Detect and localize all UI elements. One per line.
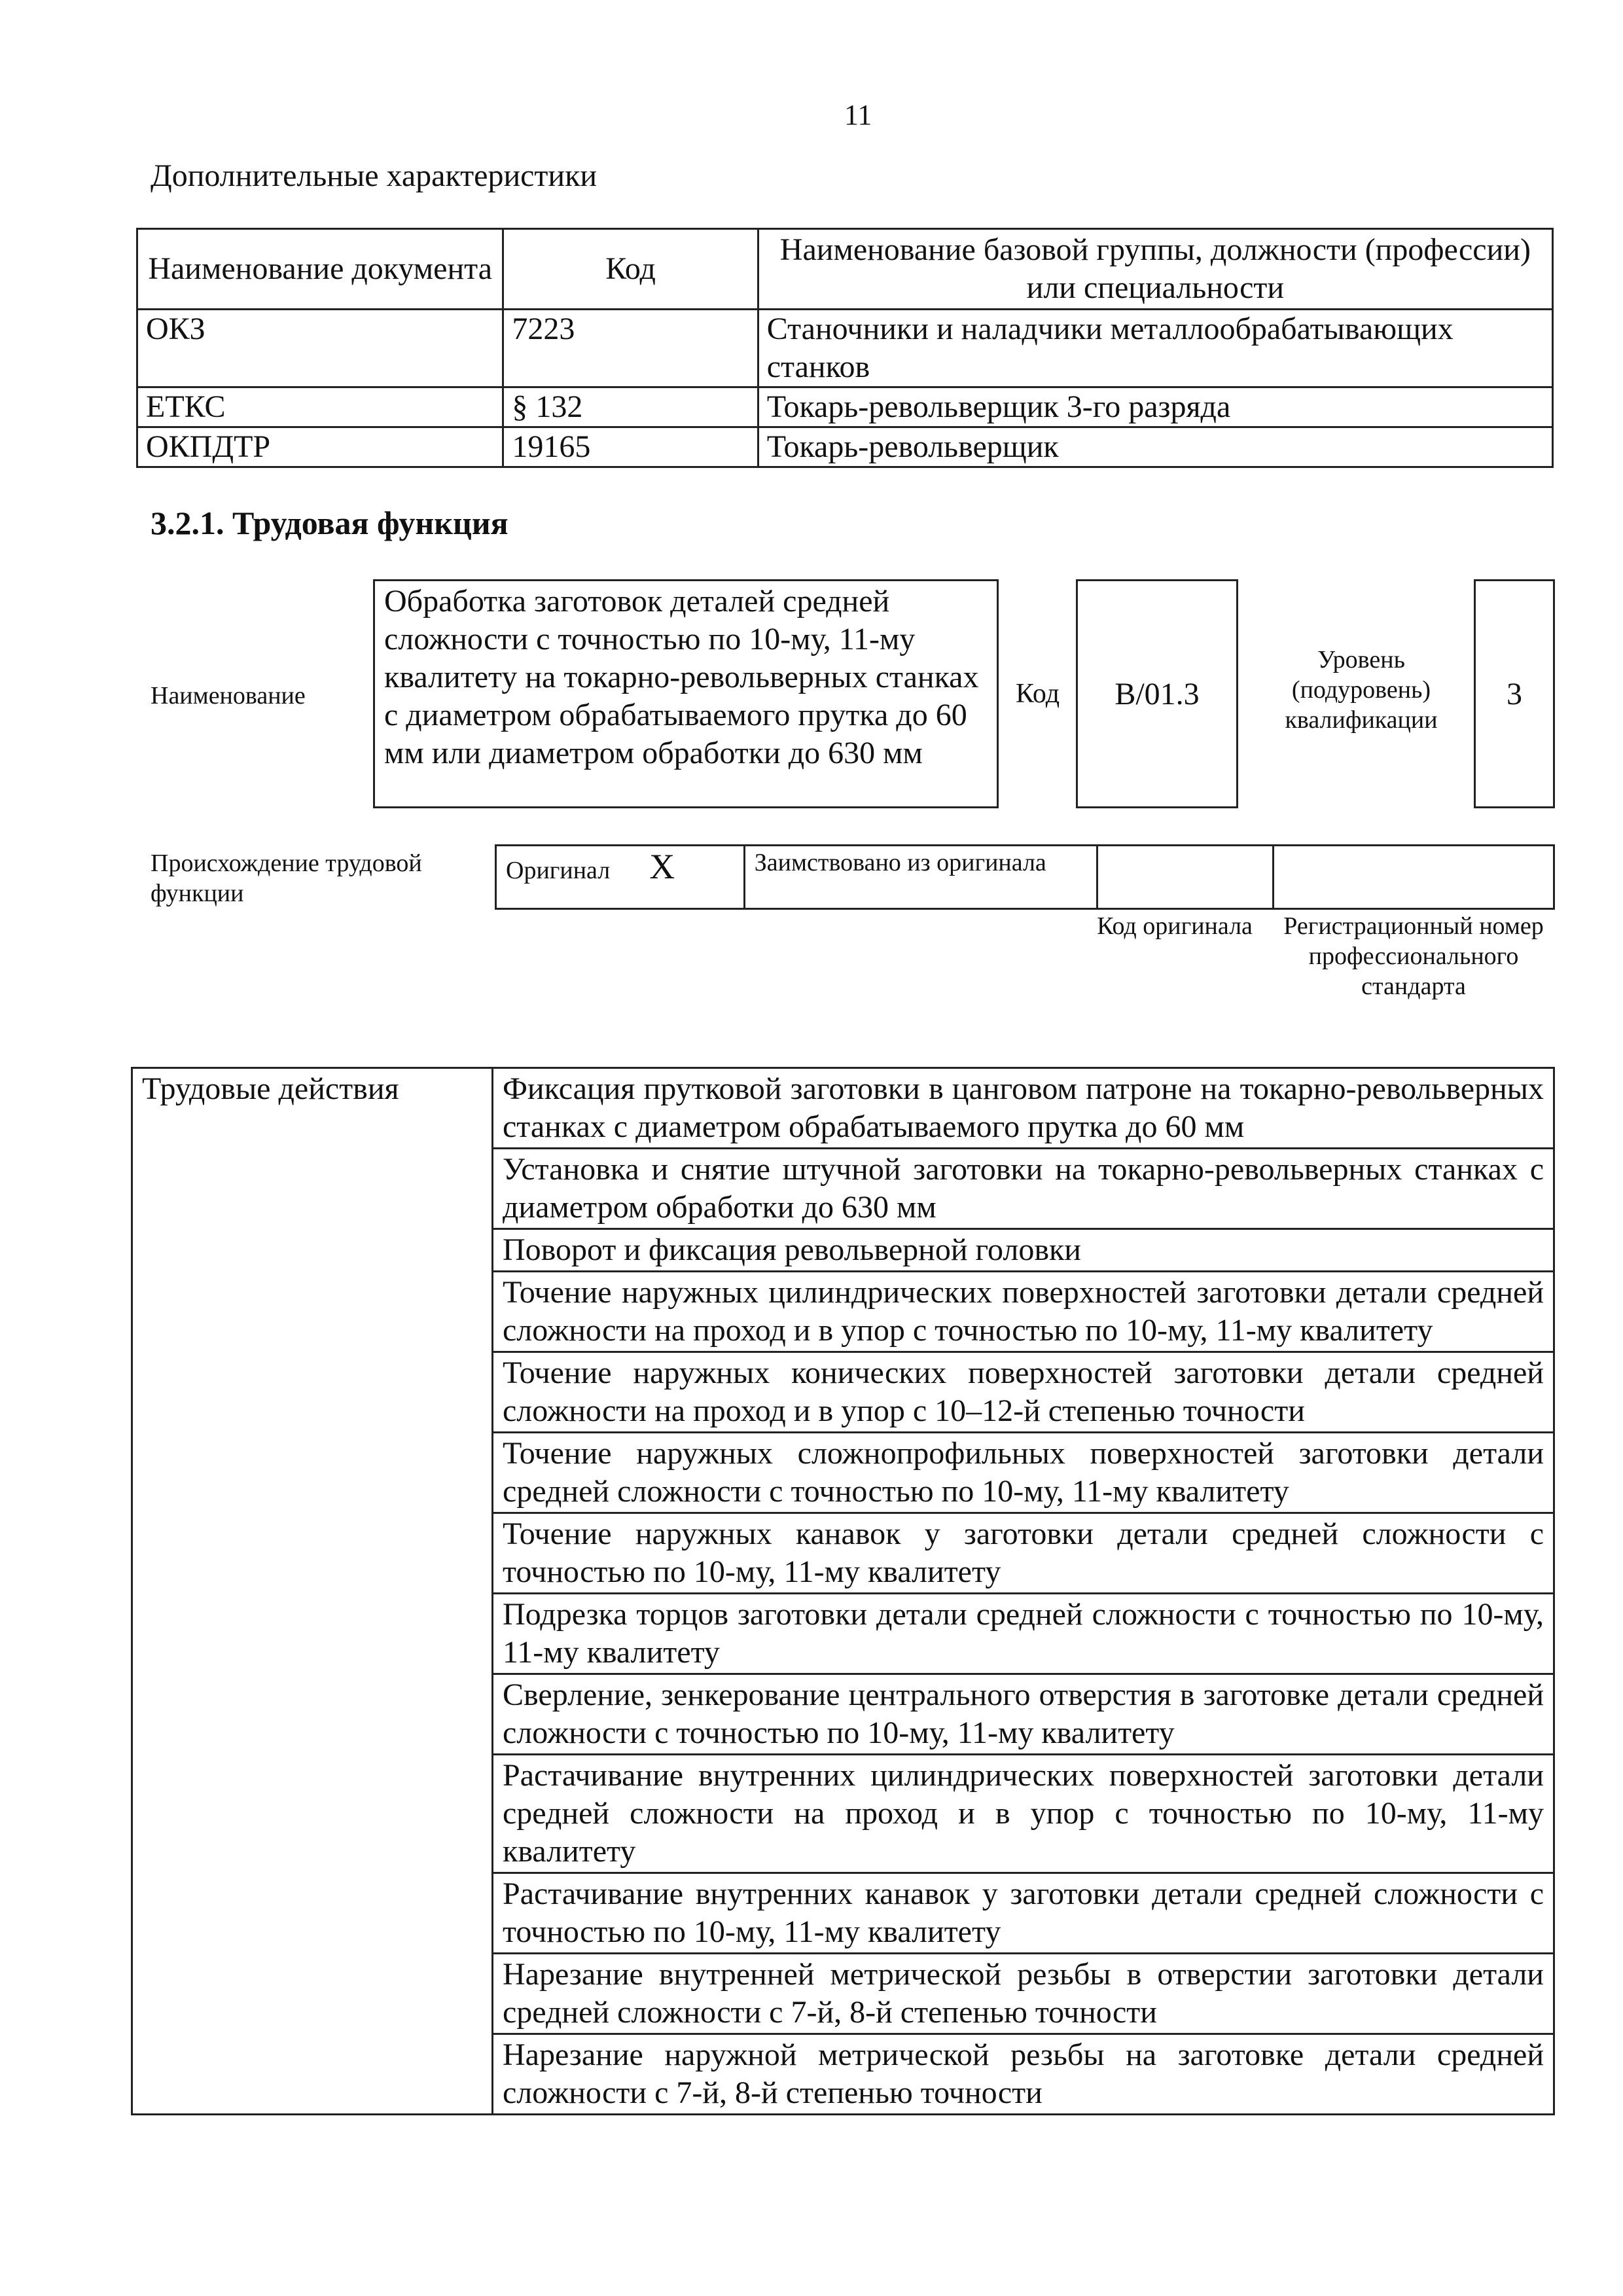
labor-action-item: Нарезание внутренней метрической резьбы в отверстии заготовки детали средней сложности с 7-й, 8-й степенью точности <box>493 1954 1554 2034</box>
origin-row <box>496 846 1554 909</box>
qualification-level-label: Уровень (подуровень) квалификации <box>1285 646 1438 734</box>
original-code-caption: Код оригинала <box>1097 912 1253 940</box>
labor-action-item: Точение наружных конических поверхностей заготовки детали средней сложности на проход и в упор с 10–12-й степенью точности <box>493 1352 1554 1433</box>
table-row <box>137 387 1553 427</box>
cell-document: ЕТКС <box>137 387 503 427</box>
labor-action-item: Точение наружных сложнопрофильных поверхностей заготовки детали средней сложности с точностью по 10-му, 11-му квалитету <box>493 1433 1554 1513</box>
origin-original-mark: X <box>649 847 675 886</box>
labor-action-item: Растачивание внутренних цилиндрических поверхностей заготовки детали средней сложности на проход и в упор с точностью по 10-му, 11-му квалитету <box>493 1755 1554 1873</box>
function-code-label: Код <box>1016 679 1060 709</box>
labor-action-item: Растачивание внутренних канавок у заготовки детали средней сложности с точностью по 10-му, 11-му квалитету <box>493 1873 1554 1954</box>
characteristics-table <box>136 228 1554 468</box>
origin-original-label: Оригинал <box>506 857 611 884</box>
origin-borrowed-cell <box>744 846 1097 909</box>
cell-code: § 132 <box>503 387 758 427</box>
origin-original-cell <box>496 846 745 909</box>
header-code: Код <box>503 229 758 310</box>
labor-action-item: Установка и снятие штучной заготовки на токарно-револьверных станках с диаметром обработки до 630 мм <box>493 1149 1554 1229</box>
function-code-box: B/01.3 <box>1076 579 1238 808</box>
labor-actions-label: Трудовые действия <box>132 1068 493 2115</box>
function-name-label: Наименование <box>151 682 306 709</box>
labor-action-item: Точение наружных канавок у заготовки детали средней сложности с точностью по 10-му, 11-му квалитету <box>493 1513 1554 1594</box>
labor-action-item: Нарезание наружной метрической резьбы на заготовке детали средней сложности с 7-й, 8-й степенью точности <box>493 2034 1554 2115</box>
function-origin-table <box>495 844 1555 910</box>
table-row <box>137 310 1553 387</box>
cell-code: 19165 <box>503 427 758 467</box>
labor-action-item: Подрезка торцов заготовки детали средней сложности с точностью по 10-му, 11-му квалитету <box>493 1594 1554 1674</box>
table-row <box>137 427 1553 467</box>
labor-action-item: Точение наружных цилиндрических поверхностей заготовки детали средней сложности на проход и в упор с точностью по 10-му, 11-му квалитету <box>493 1272 1554 1352</box>
function-origin-label: Происхождение трудовой функции <box>151 850 422 907</box>
table-row <box>132 1068 1554 1149</box>
additional-characteristics-title: Дополнительные характеристики <box>151 158 597 193</box>
origin-code-cell <box>1097 846 1273 909</box>
labor-action-item: Поворот и фиксация револьверной головки <box>493 1229 1554 1272</box>
origin-reg-number-cell <box>1274 846 1554 909</box>
header-group-name: Наименование базовой группы, должности (профессии) или специальности <box>758 229 1552 310</box>
section-heading: 3.2.1. Трудовая функция <box>151 505 508 541</box>
page-number: 11 <box>844 99 872 131</box>
labor-action-item: Сверление, зенкерование центрального отверстия в заготовке детали средней сложности с точностью по 10-му, 11-му квалитету <box>493 1674 1554 1755</box>
registration-number-caption: Регистрационный номер профессионального стандарта <box>1283 912 1544 1000</box>
cell-document: ОКПДТР <box>137 427 503 467</box>
cell-document: ОКЗ <box>137 310 503 387</box>
cell-code: 7223 <box>503 310 758 387</box>
cell-group: Токарь-револьверщик 3-го разряда <box>758 387 1552 427</box>
characteristics-header-row <box>137 229 1553 310</box>
origin-borrowed-label: Заимствовано из оригинала <box>754 849 1046 876</box>
labor-action-item: Фиксация прутковой заготовки в цанговом патроне на токарно-револьверных станках с диаметром обрабатываемого прутка до 60 мм <box>493 1068 1554 1149</box>
function-name-box: Обработка заготовок деталей средней сложности с точностью по 10-му, 11-му квалитету на токарно-револьверных станках с диаметром обрабатываемого прутка до 60 мм или диаметром обработки до 630 мм <box>373 579 999 808</box>
header-document-name: Наименование документа <box>137 229 503 310</box>
qualification-level-box: 3 <box>1474 579 1555 808</box>
cell-group: Станочники и наладчики металлообрабатывающих станков <box>758 310 1552 387</box>
labor-actions-table <box>131 1067 1555 2115</box>
cell-group: Токарь-револьверщик <box>758 427 1552 467</box>
